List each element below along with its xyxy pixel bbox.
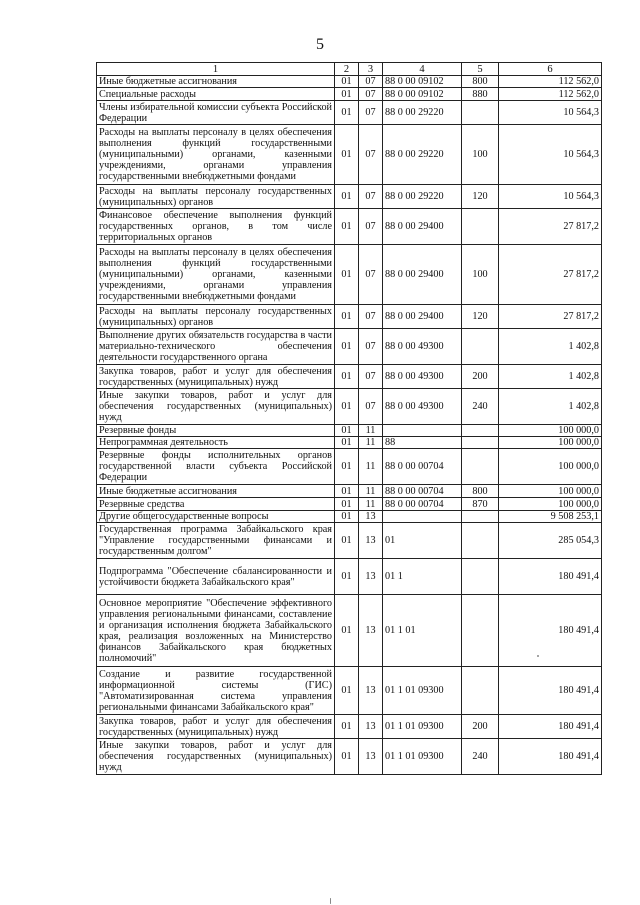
col-expense-type xyxy=(462,209,499,245)
col-expense-type: 120 xyxy=(462,305,499,329)
col-subsection: 11 xyxy=(359,425,383,437)
col-expense-type: 240 xyxy=(462,389,499,425)
col-expense-type xyxy=(462,101,499,125)
table-row xyxy=(97,125,602,185)
col-amount: 27 817,2 xyxy=(499,245,602,305)
table-row xyxy=(97,389,602,425)
col-subsection: 13 xyxy=(359,667,383,715)
col-expense-type: 880 xyxy=(462,88,499,101)
col-name: Резервные фонды xyxy=(97,425,335,437)
col-name: Расходы на выплаты персоналу государственных (муниципальных) органов xyxy=(97,185,335,209)
col-section: 01 xyxy=(335,245,359,305)
table-row xyxy=(97,425,602,437)
col-name: Расходы на выплаты персоналу в целях обеспечения выполнения функций государственными (муниципальными) органами, казенными учреждениями, органами управления государственными внебюджетными фондами xyxy=(97,125,335,185)
col-name: Расходы на выплаты персоналу в целях обеспечения выполнения функций государственными (муниципальными) органами, казенными учреждениями, органами управления государственными внебюджетными фондами xyxy=(97,245,335,305)
col-section: 01 xyxy=(335,76,359,88)
table-row xyxy=(97,523,602,559)
col-amount: 27 817,2 xyxy=(499,209,602,245)
col-section: 01 xyxy=(335,595,359,667)
header-col-2: 2 xyxy=(335,63,359,76)
col-subsection: 11 xyxy=(359,437,383,449)
col-subsection: 13 xyxy=(359,739,383,775)
col-target-item: 01 1 01 09300 xyxy=(383,739,462,775)
col-subsection: 07 xyxy=(359,329,383,365)
col-amount: 1 402,8 xyxy=(499,329,602,365)
table-row xyxy=(97,498,602,511)
col-section: 01 xyxy=(335,667,359,715)
col-target-item: 88 0 00 29220 xyxy=(383,125,462,185)
col-amount: 100 000,0 xyxy=(499,485,602,498)
col-subsection: 13 xyxy=(359,715,383,739)
col-subsection: 07 xyxy=(359,76,383,88)
col-subsection: 07 xyxy=(359,101,383,125)
table-row xyxy=(97,305,602,329)
col-section: 01 xyxy=(335,425,359,437)
col-amount: 1 402,8 xyxy=(499,389,602,425)
col-target-item: 88 0 00 09102 xyxy=(383,88,462,101)
col-target-item xyxy=(383,511,462,523)
table-row xyxy=(97,209,602,245)
col-name: Финансовое обеспечение выполнения функций государственных органов, в том числе территориальных органов xyxy=(97,209,335,245)
scan-speck xyxy=(330,898,331,904)
col-amount: 112 562,0 xyxy=(499,88,602,101)
budget-table xyxy=(96,62,602,775)
col-amount: 112 562,0 xyxy=(499,76,602,88)
col-amount: 180 491,4 xyxy=(499,715,602,739)
table-row xyxy=(97,365,602,389)
col-section: 01 xyxy=(335,511,359,523)
col-amount: 10 564,3 xyxy=(499,185,602,209)
col-name: Подпрограмма "Обеспечение сбалансированности и устойчивости бюджета Забайкальского края" xyxy=(97,559,335,595)
header-col-3: 3 xyxy=(359,63,383,76)
col-amount: 100 000,0 xyxy=(499,425,602,437)
col-expense-type: 200 xyxy=(462,365,499,389)
col-expense-type xyxy=(462,595,499,667)
table-row xyxy=(97,485,602,498)
col-amount: 285 054,3 xyxy=(499,523,602,559)
col-section: 01 xyxy=(335,449,359,485)
table-body xyxy=(97,76,602,775)
col-target-item: 88 0 00 49300 xyxy=(383,365,462,389)
col-name: Иные закупки товаров, работ и услуг для обеспечения государственных (муниципальных) нужд xyxy=(97,389,335,425)
col-name: Выполнение других обязательств государства в части материально-технического обеспечения деятельности государственного органа xyxy=(97,329,335,365)
col-expense-type: 100 xyxy=(462,125,499,185)
scan-speck xyxy=(537,655,539,657)
col-amount: 180 491,4 xyxy=(499,667,602,715)
header-col-1: 1 xyxy=(97,63,335,76)
header-col-6: 6 xyxy=(499,63,602,76)
col-name: Иные бюджетные ассигнования xyxy=(97,76,335,88)
col-name: Непрограммная деятельность xyxy=(97,437,335,449)
col-expense-type xyxy=(462,425,499,437)
col-target-item: 01 xyxy=(383,523,462,559)
col-section: 01 xyxy=(335,498,359,511)
col-amount: 100 000,0 xyxy=(499,498,602,511)
col-target-item: 88 0 00 49300 xyxy=(383,329,462,365)
col-target-item: 01 1 01 xyxy=(383,595,462,667)
col-subsection: 07 xyxy=(359,389,383,425)
col-section: 01 xyxy=(335,125,359,185)
col-name: Другие общегосударственные вопросы xyxy=(97,511,335,523)
col-expense-type: 100 xyxy=(462,245,499,305)
col-expense-type xyxy=(462,511,499,523)
col-target-item: 88 0 00 29400 xyxy=(383,209,462,245)
col-name: Основное мероприятие "Обеспечение эффективного управления региональными финансами, составление и организация исполнения бюджета Забайкальского края, реализация возложенных на Министерство финансов Забайкальского края бюджетных полномочий" xyxy=(97,595,335,667)
col-subsection: 07 xyxy=(359,305,383,329)
table-row xyxy=(97,739,602,775)
table-row xyxy=(97,101,602,125)
col-section: 01 xyxy=(335,101,359,125)
col-amount: 100 000,0 xyxy=(499,437,602,449)
col-target-item: 88 0 00 49300 xyxy=(383,389,462,425)
col-section: 01 xyxy=(335,485,359,498)
header-col-4: 4 xyxy=(383,63,462,76)
table-row xyxy=(97,667,602,715)
col-name: Иные закупки товаров, работ и услуг для обеспечения государственных (муниципальных) нужд xyxy=(97,739,335,775)
col-section: 01 xyxy=(335,365,359,389)
col-name: Резервные фонды исполнительных органов государственной власти субъекта Российской Федерации xyxy=(97,449,335,485)
col-subsection: 13 xyxy=(359,523,383,559)
col-amount: 27 817,2 xyxy=(499,305,602,329)
col-expense-type xyxy=(462,523,499,559)
col-name: Члены избирательной комиссии субъекта Российской Федерации xyxy=(97,101,335,125)
col-target-item: 01 1 01 09300 xyxy=(383,667,462,715)
table-row xyxy=(97,715,602,739)
col-section: 01 xyxy=(335,523,359,559)
col-expense-type: 870 xyxy=(462,498,499,511)
col-section: 01 xyxy=(335,329,359,365)
col-name: Закупка товаров, работ и услуг для обеспечения государственных (муниципальных) нужд xyxy=(97,365,335,389)
col-target-item: 01 1 01 09300 xyxy=(383,715,462,739)
col-target-item: 88 0 00 00704 xyxy=(383,449,462,485)
col-section: 01 xyxy=(335,209,359,245)
col-section: 01 xyxy=(335,305,359,329)
col-target-item: 88 0 00 29220 xyxy=(383,101,462,125)
col-amount: 1 402,8 xyxy=(499,365,602,389)
col-amount: 10 564,3 xyxy=(499,101,602,125)
col-subsection: 07 xyxy=(359,125,383,185)
col-section: 01 xyxy=(335,715,359,739)
table-row xyxy=(97,511,602,523)
col-subsection: 11 xyxy=(359,498,383,511)
col-expense-type: 120 xyxy=(462,185,499,209)
col-subsection: 07 xyxy=(359,209,383,245)
col-expense-type xyxy=(462,449,499,485)
col-subsection: 11 xyxy=(359,449,383,485)
col-amount: 180 491,4 xyxy=(499,595,602,667)
col-name: Государственная программа Забайкальского края "Управление государственными финансами и государственным долгом" xyxy=(97,523,335,559)
page-number: 5 xyxy=(316,36,324,53)
col-section: 01 xyxy=(335,437,359,449)
col-amount: 180 491,4 xyxy=(499,559,602,595)
col-expense-type xyxy=(462,667,499,715)
table-row xyxy=(97,76,602,88)
col-subsection: 13 xyxy=(359,511,383,523)
col-subsection: 13 xyxy=(359,559,383,595)
col-name: Резервные средства xyxy=(97,498,335,511)
col-name: Иные бюджетные ассигнования xyxy=(97,485,335,498)
col-name: Создание и развитие государственной информационной системы (ГИС) "Автоматизированная система управления региональными финансами Забайкальского края" xyxy=(97,667,335,715)
header-row xyxy=(97,63,602,76)
col-amount: 180 491,4 xyxy=(499,739,602,775)
col-amount: 10 564,3 xyxy=(499,125,602,185)
col-section: 01 xyxy=(335,185,359,209)
table-row xyxy=(97,595,602,667)
col-expense-type: 240 xyxy=(462,739,499,775)
table-row xyxy=(97,88,602,101)
col-target-item: 88 0 00 29400 xyxy=(383,245,462,305)
col-section: 01 xyxy=(335,389,359,425)
col-subsection: 13 xyxy=(359,595,383,667)
col-section: 01 xyxy=(335,739,359,775)
col-subsection: 07 xyxy=(359,185,383,209)
col-target-item: 88 0 00 29220 xyxy=(383,185,462,209)
table-row xyxy=(97,245,602,305)
col-name: Расходы на выплаты персоналу государственных (муниципальных) органов xyxy=(97,305,335,329)
col-subsection: 07 xyxy=(359,365,383,389)
table-header xyxy=(97,63,602,76)
table-row xyxy=(97,185,602,209)
col-target-item xyxy=(383,425,462,437)
col-expense-type: 800 xyxy=(462,76,499,88)
col-subsection: 11 xyxy=(359,485,383,498)
col-target-item: 88 0 00 29400 xyxy=(383,305,462,329)
table-row xyxy=(97,437,602,449)
header-col-5: 5 xyxy=(462,63,499,76)
col-expense-type xyxy=(462,559,499,595)
col-expense-type xyxy=(462,329,499,365)
col-amount: 100 000,0 xyxy=(499,449,602,485)
col-section: 01 xyxy=(335,559,359,595)
col-name: Специальные расходы xyxy=(97,88,335,101)
col-section: 01 xyxy=(335,88,359,101)
col-expense-type: 800 xyxy=(462,485,499,498)
table-row xyxy=(97,449,602,485)
col-target-item: 88 xyxy=(383,437,462,449)
col-subsection: 07 xyxy=(359,88,383,101)
col-expense-type xyxy=(462,437,499,449)
col-expense-type: 200 xyxy=(462,715,499,739)
col-name: Закупка товаров, работ и услуг для обеспечения государственных (муниципальных) нужд xyxy=(97,715,335,739)
table-row xyxy=(97,329,602,365)
col-amount: 9 508 253,1 xyxy=(499,511,602,523)
col-target-item: 88 0 00 09102 xyxy=(383,76,462,88)
table-row xyxy=(97,559,602,595)
col-target-item: 88 0 00 00704 xyxy=(383,485,462,498)
col-subsection: 07 xyxy=(359,245,383,305)
col-target-item: 88 0 00 00704 xyxy=(383,498,462,511)
col-target-item: 01 1 xyxy=(383,559,462,595)
